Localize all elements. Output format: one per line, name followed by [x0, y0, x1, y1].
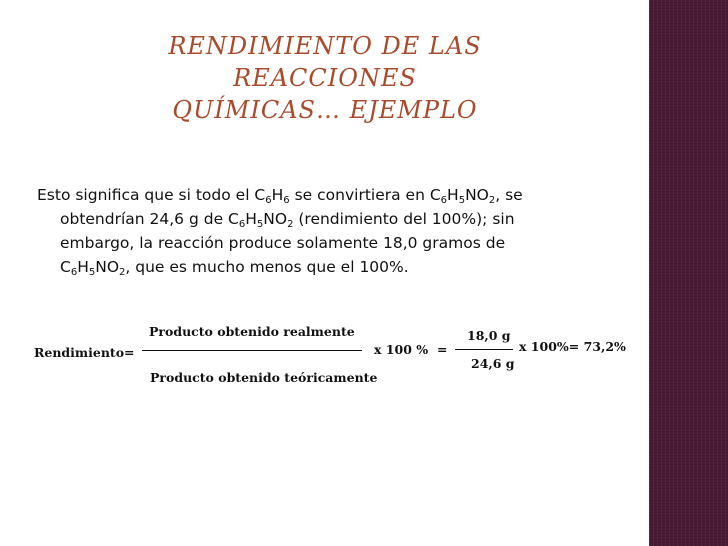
body-line-2 [37, 207, 637, 231]
formula-denominator: Producto obtenido teóricamente [150, 370, 378, 385]
formula-result: x 100%= 73,2% [519, 339, 626, 354]
subscript: 2 [119, 267, 126, 278]
text-run: obtendrían 24,6 g de C [60, 210, 239, 228]
numerator-value: 18,0 g [467, 328, 511, 343]
subscript: 6 [70, 267, 78, 278]
subscript: 6 [238, 219, 246, 230]
text-run: H [245, 210, 257, 228]
body-paragraph [37, 183, 637, 279]
text-run: H [77, 258, 89, 276]
text-run: H [447, 186, 459, 204]
body-line-1 [37, 183, 637, 207]
fraction-bar [142, 350, 362, 351]
title-line-1: RENDIMIENTO DE LAS REACCIONES [168, 32, 482, 92]
value-fraction-bar [455, 349, 513, 350]
formula-label: Rendimiento [34, 345, 125, 360]
formula-numerator: Producto obtenido realmente [149, 324, 355, 339]
text-run: NO [465, 186, 489, 204]
text-run: NO [95, 258, 120, 276]
decorative-side-band [649, 0, 728, 546]
denominator-value: 24,6 g [471, 356, 515, 371]
text-run: C [60, 258, 71, 276]
yield-formula [0, 318, 649, 398]
body-line-4 [37, 255, 637, 279]
text-run: NO [263, 210, 288, 228]
text-run: se convirtiera en C [289, 186, 441, 204]
text-run: , que es mucho menos que el 100%. [125, 258, 409, 276]
text-run: Esto significa que si todo el C [37, 186, 266, 204]
subscript: 2 [287, 219, 294, 230]
formula-times-100: x 100 % [374, 342, 429, 357]
subscript: 5 [88, 267, 96, 278]
formula-equals-2: = [437, 342, 448, 357]
subscript: 2 [488, 195, 496, 206]
formula-equals: = [124, 345, 135, 360]
subscript: 5 [458, 195, 466, 206]
subscript: 6 [265, 195, 272, 206]
text-run: H [271, 186, 284, 204]
subscript: 6 [440, 195, 448, 206]
body-line-3: embargo, la reacción produce solamente 18,0 gramos de [60, 234, 506, 252]
slide-title [90, 30, 560, 126]
text-run: , se [495, 186, 523, 204]
text-run: (rendimiento del 100%); sin [293, 210, 515, 228]
subscript: 5 [256, 219, 264, 230]
title-line-2: QUÍMICAS… EJEMPLO [172, 96, 478, 124]
subscript: 6 [283, 195, 290, 206]
